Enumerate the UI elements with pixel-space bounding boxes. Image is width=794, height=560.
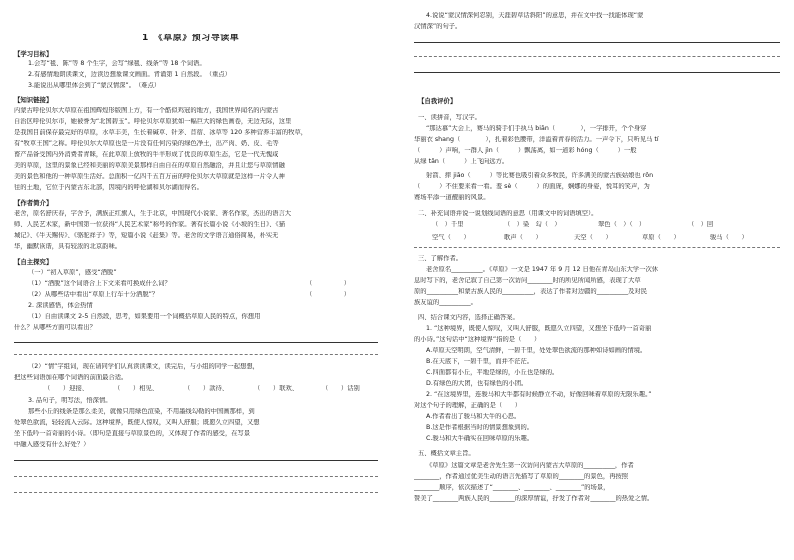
section-4-line: 对这个句子的理解，正确的是（ ） xyxy=(414,402,522,409)
choice-option[interactable]: C.骏马和大牛确实在回味草原的乐趣。 xyxy=(426,435,534,442)
answer-line[interactable] xyxy=(14,492,378,493)
question-3-line: 中融入感受有什么好处？） xyxy=(14,441,90,448)
fill-blank[interactable]: 天空（ ） xyxy=(574,234,612,241)
section-2-title: 二、补充词语并说一说划线词语的意思（用课文中的词语填空）。 xyxy=(418,210,598,217)
answer-line[interactable] xyxy=(414,72,780,73)
knowledge-line: 畜产品备受国内外消费者青睐，在此草原上放牧的牛羊形成了优良的草原生态，它是一代无愧咸 xyxy=(14,151,279,158)
fill-blank[interactable]: 歌声（ ） xyxy=(504,234,542,241)
knowledge-line: 内蒙古呼伦贝尔大草原在祖国辉煌形版图上方，有一个酷似鸡冠的地方，我国世界闻名的内蒙古 xyxy=(14,107,279,114)
fill-blank[interactable]: （ ）千里 xyxy=(432,221,464,228)
question-1a: （1）“酒脱”这个词语合上下文来看可换成什么词？ xyxy=(28,280,171,287)
word-blank[interactable]: （ ）迎接、 xyxy=(44,385,89,392)
knowledge-line: 有“牧草王国”之称。呼伦贝尔大草原也是一片没有任何污染的绿色净土，出产肉、奶、皮、毛等 xyxy=(14,140,279,147)
fill-blank[interactable]: （ ）染 勾（ ） xyxy=(504,221,561,228)
author-line: 师、人民艺术家，新中国第一位获得“人民艺术家”称号的作家。著有长篇小说《小坡的生日》、《猫 xyxy=(14,221,285,228)
choice-option[interactable]: A.草原天空明朗，空气清鲜，一碧千里，处处翠色欲流的那种如诗如画的情境。 xyxy=(426,347,647,354)
question-1b: （2）从哪些话中看出“草原上行车十分洒脱”？ xyxy=(28,291,159,298)
section-5-line: 赞美了________两族人民的________的深厚情谊，抒发了作者对________的热爱之情。 xyxy=(414,495,654,502)
answer-line[interactable] xyxy=(14,476,378,477)
answer-paren-1b[interactable]: （ ） xyxy=(306,291,351,298)
answer-line[interactable] xyxy=(14,342,378,343)
answer-line[interactable] xyxy=(414,56,780,57)
question-3-line: 那些小丘的线条是那么柔美，就像只用绿色渲染，不用墨线勾勒的中国画那样，到 xyxy=(28,408,255,415)
section-1-line: 赛场平添一道靓丽的风景。 xyxy=(414,194,490,201)
choice-option[interactable]: C.四面都有小丘，平地是绿的，小丘也是绿的。 xyxy=(426,369,559,376)
section-4-line: 2. “在这境界里，连骏马和大牛都有时候静立不动，好像回味着草原的无限乐趣。” xyxy=(426,391,652,398)
eval-header: 【自我评价】 xyxy=(418,97,457,105)
answer-line[interactable] xyxy=(414,247,780,248)
answer-paren-1a[interactable]: （ ） xyxy=(306,280,351,287)
knowledge-line: 是我国目前保存最完好的草原，水草丰美，生长着碱草、针茅、苜蓿、冰草等 120 多种营养丰富的牧草， xyxy=(14,129,308,136)
knowledge-line: 往的土地，它位于内蒙古东北部，因境内的呼伦湖和贝尔湖而得名。 xyxy=(14,184,203,191)
goal-item: 2.有感情地朗读课文，边读边想象课文画面。背诵第 1 自然段。 （重点） xyxy=(28,71,231,78)
goals-header: 【学习目标】 xyxy=(14,50,53,58)
word-blank[interactable]: （ ）话别 xyxy=(322,385,360,392)
author-line: 老舍，原名舒庆春，字舍予，满族正红旗人，生于北京，中国现代小说家、著名作家，杰出的语言大 xyxy=(14,210,292,217)
goal-item: 3.能说出从哪里体会到了“蒙汉情深”。 （难点） xyxy=(28,82,161,89)
right-column xyxy=(408,0,788,560)
question-4: 4.说说“蒙汉情深何忍别，天涯碧草话斜阳”的意思，并在文中找一找能体现“蒙 xyxy=(426,12,644,19)
section-4-line: 1. “这种境界，既使人惊叹，又叫人舒服，既愿久立四望，又想坐下低吟一首奇丽 xyxy=(426,325,652,332)
question-1: （一）“初入草原”，感受“酒脱” xyxy=(28,269,117,276)
goal-item: 1.会写“毯、陈”等 8 个生字，会写“绿毯、线条”等 18 个词语。 xyxy=(28,60,206,67)
question-3-line: 处翠色欲流，轻轻流入云际。这种境界，既使人惊叹，又叫人舒服；既愿久立四望，又想 xyxy=(14,419,260,426)
word-blank[interactable]: （ ）相见、 xyxy=(114,385,159,392)
section-1-title: 一、读拼音，写汉字。 xyxy=(418,114,481,121)
fill-blank[interactable]: 翠色（ ）（ ） xyxy=(598,221,646,228)
knowledge-line: 美的景色和他的一种草原生活好。总面积一亿四千五百万亩的呼伦贝尔大草原就是这样一片令人神 xyxy=(14,173,285,180)
question-1e: 什么？从哪些方面可以看出？ xyxy=(14,324,96,331)
fill-blank[interactable]: 骏马（ ） xyxy=(710,234,748,241)
question-4: 汉情深”的句子。 xyxy=(414,23,462,30)
word-blank[interactable]: （ ）款待、 xyxy=(184,385,229,392)
author-header: 【作者简介】 xyxy=(14,199,53,207)
choice-option[interactable]: B.这是作者根据当时的情景想象到的。 xyxy=(426,424,534,431)
page-title: 1 《草原》预习导读单 xyxy=(142,34,240,42)
answer-line[interactable] xyxy=(14,460,378,461)
knowledge-line: 美的草原，这里的景象已经和美丽的草原美景那样自由自在的草原自然融洽，并且让您与草原情融 xyxy=(14,162,285,169)
word-blank[interactable]: （ ）联欢、 xyxy=(254,385,299,392)
section-1-line: （ ）声响，一群人 jìn（ ）飘荡离，如一道彩 hóng（ ）一般 xyxy=(414,147,637,154)
knowledge-line: 自治区呼伦贝尔市，她被誉为“北国碧玉”。呼伦贝尔草原犹如一幅巨大的绿色画卷，无边无际，这里 xyxy=(14,118,292,125)
choice-option[interactable]: D.有绿色的大团，也有绿色的小团。 xyxy=(426,380,528,387)
fill-blank[interactable]: 草原（ ） xyxy=(642,234,680,241)
section-3-line: 族友谊的__________。 xyxy=(414,299,477,306)
question-3-line: 坐下低吟一首奇丽的小诗。（即句是直接与草原景色的，又体现了作者的感受，在写景 xyxy=(14,430,251,437)
section-1-line: 射箭、摔 jiāo（ ）等比赛也吸引着众多牧民，许多满美的蒙古族姑娘也 rǒn xyxy=(426,172,654,179)
question-3: 3. 品句子，明写法，悟深情。 xyxy=(28,397,112,404)
section-3-line: 原的__________和蒙古族人民的__________，表达了作者对边疆的__________及对民 xyxy=(414,288,647,295)
left-column xyxy=(6,0,384,560)
question-1d: （1）自由读课文 2-5 自然段，思考，如果要用一个词概括草原人民的特点，你想用 xyxy=(28,313,261,320)
fill-blank[interactable]: 空气（ ） xyxy=(432,234,470,241)
section-1-line: （ ）不住要来看一看。羞 sè（ ）的面庞，娴娜的身姿，悦耳的笑声，为 xyxy=(414,183,650,190)
section-1-line: 从绿 tǎn（ ）上飞向远方。 xyxy=(414,158,509,165)
fill-blank[interactable]: （ ）回 xyxy=(688,221,714,228)
section-1-line: 华丽衣 shang（ ），扎着彩色腰带，洋溢着青春的活力。一声令下，只听见马 tí xyxy=(414,136,659,143)
choice-option[interactable]: B.在天底下，一碧千里，而并不茫茫。 xyxy=(426,358,534,365)
section-4-title: 四、结合课文内容，选择正确答案。 xyxy=(418,314,519,321)
knowledge-header: 【知识链接】 xyxy=(14,96,53,104)
answer-line[interactable] xyxy=(414,42,780,43)
question-2: （2）“情”字组词，现在请同学们认真读读课文，读完后，与小组的同学一起想想， xyxy=(28,363,259,370)
author-line: 城记》、《牛天赐传》、《骆驼祥子》等，短篇小说《赶集》等。老舍的文学语言通俗简易，朴实无 xyxy=(14,232,279,239)
explore-header: 【自主探究】 xyxy=(14,258,53,266)
question-2b: 把这些词语加在哪个词语的前面最合适。 xyxy=(14,374,128,381)
section-4-line: 的小诗。”这句话中“这种境界”指的是（ ） xyxy=(414,336,541,343)
section-5-line: 《草原》这篇文章是老舍先生第一次访问内蒙古大草原的__________，作者 xyxy=(426,462,634,469)
answer-line[interactable] xyxy=(14,354,378,355)
section-5-title: 五、概括文章主旨。 xyxy=(418,450,475,457)
section-3-title: 三、了解作者。 xyxy=(418,255,463,262)
section-3-line: 老舍原名__________。《草原》一文是 1947 年 9 月 12 日他在青岛山东大学一次休 xyxy=(426,266,659,273)
section-3-line: 息时写下的，老舍记叙了自己第一次访问________时的所见所闻所感，表现了大草 xyxy=(414,277,641,284)
section-5-line: ________，作者通过优美生动的语言先描写了草原的________的景色，再按照 xyxy=(414,473,629,480)
author-line: 华，幽默诙谐，具有较浓的北京韵味。 xyxy=(14,243,122,250)
choice-option[interactable]: A.作者看出了骏马和大牛的心思。 xyxy=(426,413,521,420)
question-1c: 2. 深读感悟，体会热情 xyxy=(28,302,93,309)
section-1-line: “那达慕”大会上，赛马的骑手们手执马 biān（ ），一字排开，个个身穿 xyxy=(426,125,647,132)
section-5-line: ________顺序，依次描述了“________、________、________”的场景， xyxy=(414,484,610,491)
